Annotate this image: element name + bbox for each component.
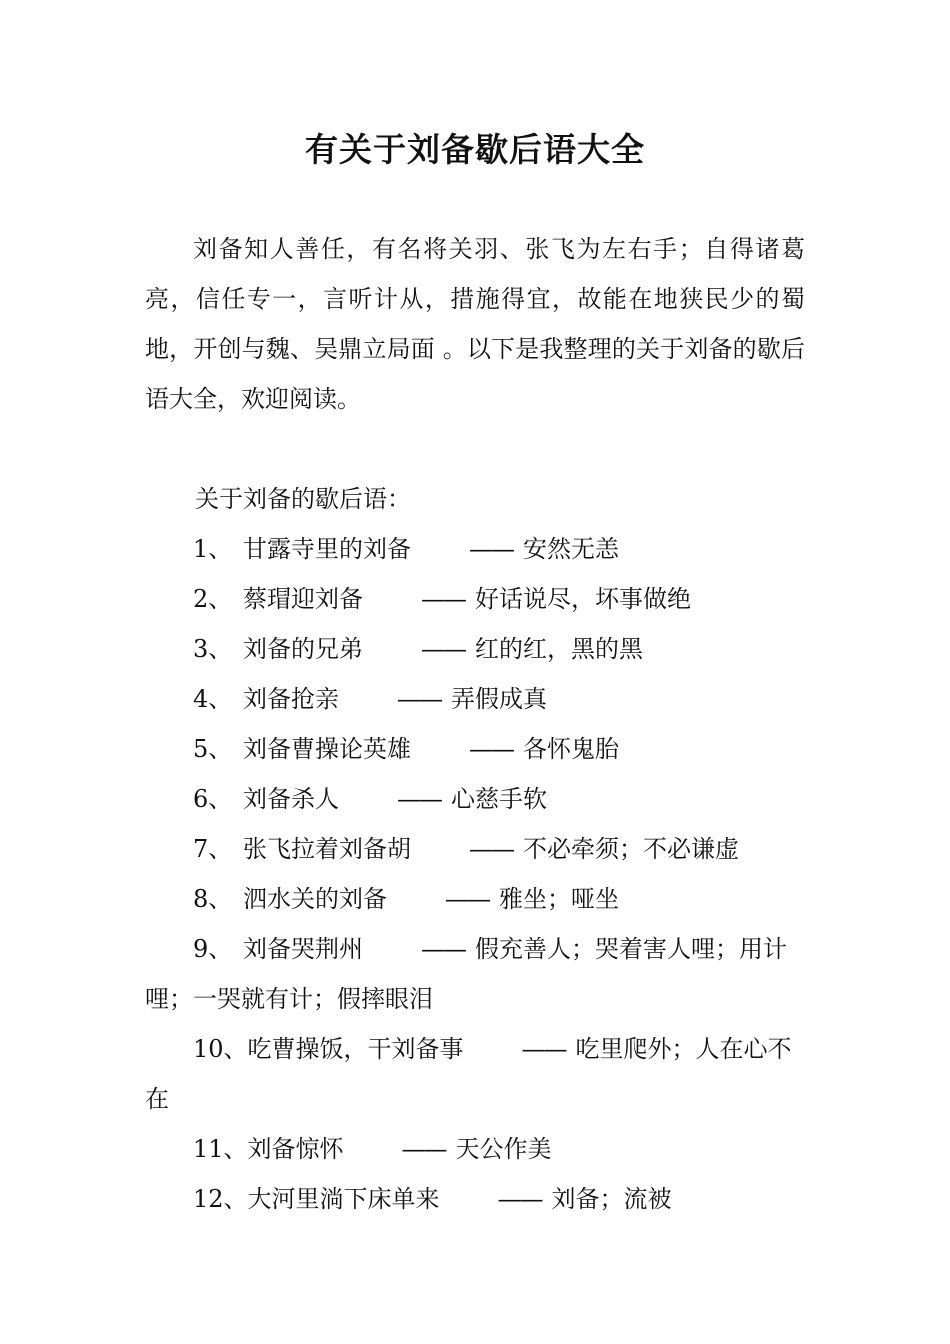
item-dash: —— — [497, 1185, 542, 1213]
item-riddle: 大河里淌下床单来 — [247, 1185, 440, 1213]
list-item — [145, 524, 805, 574]
proverb-list — [145, 524, 805, 1224]
item-dash: —— — [469, 835, 513, 863]
intro-paragraph: 刘备知人善任，有名将关羽、张飞为左右手；自得诸葛亮，信任专一，言听计从，措施得宜，故能在地狭民少的蜀地，开创与魏、吴鼎立局面 。以下是我整理的关于刘备的歇后语大全，欢迎阅读。 — [145, 235, 805, 413]
list-item — [145, 624, 805, 674]
document-title: 有关于刘备歇后语大全 — [305, 130, 645, 169]
item-riddle: 刘备曹操论英雄 — [243, 735, 411, 763]
item-dash: —— — [469, 735, 513, 763]
list-item — [145, 824, 805, 874]
item-riddle: 刘备杀人 — [243, 785, 339, 813]
item-riddle: 刘备抢亲 — [243, 685, 339, 713]
item-answer: 红的红，黑的黑 — [475, 635, 643, 663]
item-number: 12、 — [193, 1185, 248, 1213]
item-dash: —— — [469, 535, 513, 563]
item-riddle: 吃曹操饭，干刘备事 — [247, 1035, 464, 1063]
list-item — [145, 924, 805, 1024]
item-riddle: 蔡瑁迎刘备 — [243, 585, 363, 613]
list-item — [145, 574, 805, 624]
item-dash: —— — [421, 635, 465, 663]
item-dash: —— — [421, 935, 465, 963]
item-answer: 刘备；流被 — [551, 1185, 672, 1213]
item-dash: —— — [401, 1135, 446, 1163]
item-dash: —— — [445, 885, 489, 913]
item-riddle: 张飞拉着刘备胡 — [243, 835, 411, 863]
item-answer: 心慈手软 — [451, 785, 547, 813]
item-number: 1、 — [193, 535, 233, 563]
item-number: 7、 — [193, 835, 233, 863]
list-item — [145, 1024, 805, 1124]
list-item — [145, 1174, 805, 1224]
item-answer: 假充善人；哭着害人哩；用计哩；一哭就有计；假摔眼泪 — [145, 935, 787, 1013]
list-item — [145, 874, 805, 924]
item-answer: 弄假成真 — [451, 685, 547, 713]
item-answer: 不必牵须；不必谦虚 — [523, 835, 739, 863]
item-number: 5、 — [193, 735, 233, 763]
item-riddle: 泗水关的刘备 — [243, 885, 387, 913]
document-body — [145, 224, 805, 1224]
item-number: 11、 — [193, 1135, 248, 1163]
item-answer: 雅坐；哑坐 — [499, 885, 619, 913]
item-number: 10、 — [193, 1035, 248, 1063]
list-item — [145, 674, 805, 724]
item-number: 3、 — [193, 635, 233, 663]
item-dash: —— — [521, 1035, 566, 1063]
item-number: 2、 — [193, 585, 233, 613]
item-number: 4、 — [193, 685, 233, 713]
item-riddle: 刘备的兄弟 — [243, 635, 363, 663]
item-riddle: 刘备哭荆州 — [243, 935, 363, 963]
item-dash: —— — [397, 685, 441, 713]
item-number: 6、 — [193, 785, 233, 813]
item-riddle: 甘露寺里的刘备 — [243, 535, 411, 563]
item-answer: 吃里爬外；人在心不在 — [145, 1035, 792, 1113]
item-dash: —— — [421, 585, 465, 613]
item-answer: 好话说尽，坏事做绝 — [475, 585, 691, 613]
item-answer: 安然无恙 — [523, 535, 619, 563]
item-number: 9、 — [193, 935, 233, 963]
blank-line — [145, 424, 805, 474]
list-item — [145, 724, 805, 774]
section-heading: 关于刘备的歇后语： — [195, 485, 411, 513]
list-item — [145, 774, 805, 824]
list-item — [145, 1124, 805, 1174]
item-number: 8、 — [193, 885, 233, 913]
item-dash: —— — [397, 785, 441, 813]
item-riddle: 刘备惊怀 — [247, 1135, 344, 1163]
item-answer: 天公作美 — [455, 1135, 552, 1163]
item-answer: 各怀鬼胎 — [523, 735, 619, 763]
